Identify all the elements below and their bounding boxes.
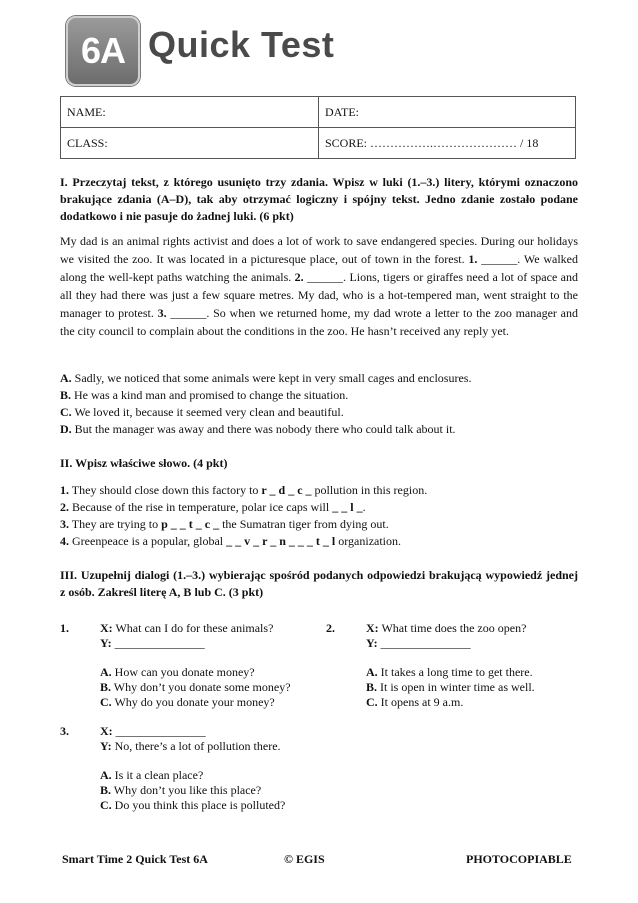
dialog-option-a[interactable] — [366, 665, 586, 680]
dialog-line-x — [100, 724, 340, 739]
option-letter: C. — [100, 695, 112, 709]
dialog-option-b[interactable] — [100, 680, 320, 695]
option-letter: B. — [366, 680, 378, 694]
dialog-option-a[interactable] — [100, 665, 320, 680]
footer-photocopiable: PHOTOCOPIABLE — [466, 852, 572, 866]
text-part-a: My dad is an animal rights activist and does a lot of work to save endangered species. During our holidays we visited the zoo. It was located in a picturesque place, out of town in the forest. — [60, 234, 578, 266]
badge-label: 6A — [80, 30, 126, 71]
answer-blank[interactable]: _______________ — [377, 636, 471, 650]
option-letter: C. — [60, 405, 72, 419]
answer-blank[interactable]: _______________ — [112, 724, 206, 738]
option-text: But the manager was away and there was nobody there who could talk about it. — [71, 422, 456, 436]
option-letter: D. — [60, 422, 72, 436]
gap-3-number: 3. — [157, 306, 167, 320]
word-blank[interactable]: p _ _ t _ c _ — [161, 517, 220, 531]
section1-options — [60, 370, 578, 438]
option-letter: A. — [100, 665, 112, 679]
test-badge — [66, 16, 140, 86]
dialog-text: What time does the zoo open? — [378, 621, 527, 635]
item-number: 2. — [60, 500, 69, 514]
item-text: . — [362, 500, 366, 514]
item-number: 1. — [60, 483, 69, 497]
dialog-option-b[interactable] — [366, 680, 586, 695]
option-text: We loved it, because it seemed very clean and beautiful. — [71, 405, 344, 419]
word-item-3 — [60, 516, 578, 533]
dialog-line-y — [366, 636, 586, 651]
dialog-text: What can I do for these animals? — [112, 621, 274, 635]
text-part-d[interactable]: ______. So when we returned home, my dad wrote a letter to the zoo manager and the city council to complain about the conditions in the zoo. He hasn’t received any reply yet. — [60, 306, 578, 338]
dialog-option-c[interactable] — [100, 798, 340, 813]
speaker-label: Y: — [366, 636, 378, 650]
item-number: 4. — [60, 534, 69, 548]
dialog-line-y — [100, 739, 340, 754]
option-text: It is open in winter time as well. — [377, 680, 535, 694]
student-info-table — [60, 96, 576, 159]
item-text: the Sumatran tiger from dying out. — [219, 517, 389, 531]
name-field[interactable]: NAME: — [61, 97, 319, 128]
option-letter: C. — [366, 695, 378, 709]
item-text: They are trying to — [69, 517, 162, 531]
dialog-line-x — [100, 621, 320, 636]
item-text: Greenpeace is a popular, global — [69, 534, 227, 548]
word-blank[interactable]: r _ d _ c _ — [261, 483, 312, 497]
dialog-line-x — [366, 621, 586, 636]
option-letter: B. — [100, 680, 112, 694]
option-d — [60, 421, 578, 438]
word-item-2 — [60, 499, 578, 516]
option-letter: A. — [366, 665, 378, 679]
option-letter: B. — [100, 783, 112, 797]
section2-items — [60, 482, 578, 550]
section3-instruction: III. Uzupełnij dialogi (1.–3.) wybierając spośród podanych odpowiedzi brakującą wypowiedź jednej z osób. Zakreśl literę A, B lub C. (3 pkt) — [60, 568, 578, 599]
item-text: They should close down this factory to — [69, 483, 262, 497]
option-text: Sadly, we noticed that some animals were kept in very small cages and enclosures. — [71, 371, 472, 385]
word-blank[interactable]: _ _ v _ r _ n _ _ _ t _ l — [226, 534, 336, 548]
word-item-4 — [60, 533, 578, 550]
option-text: Why don’t you donate some money? — [111, 680, 291, 694]
option-text: It opens at 9 a.m. — [377, 695, 464, 709]
option-a — [60, 370, 578, 387]
option-text: Why don’t you like this place? — [111, 783, 262, 797]
speaker-label: X: — [366, 621, 379, 635]
option-c — [60, 404, 578, 421]
word-blank[interactable]: _ _ l _ — [332, 500, 363, 514]
speaker-label: Y: — [100, 636, 112, 650]
dialog-option-c[interactable] — [366, 695, 586, 710]
dialog-line-y — [100, 636, 320, 651]
dialog-option-b[interactable] — [100, 783, 340, 798]
option-letter: B. — [60, 388, 72, 402]
dialog-number: 1. — [60, 621, 69, 635]
dialog-2 — [326, 621, 586, 716]
option-letter: A. — [100, 768, 112, 782]
speaker-label: Y: — [100, 739, 112, 753]
text-part-b[interactable]: ______. We walked along the well-kept paths watching the animals. — [60, 252, 578, 284]
option-text: He was a kind man and promised to change the situation. — [71, 388, 349, 402]
gap-2-number: 2. — [294, 270, 304, 284]
option-text: Do you think this place is polluted? — [111, 798, 286, 812]
section1-instruction: I. Przeczytaj tekst, z którego usunięto trzy zdania. Wpisz w luki (1.–3.) litery, którymi oznaczono brakujące zdania (A–D), tak aby otrzymać logiczny i spójny tekst. Jedno zdanie zostało podane dodatkowo i nie pasuje do żadnej luki. (6 pkt) — [60, 175, 578, 223]
class-field[interactable]: CLASS: — [61, 128, 319, 159]
gap-1-number: 1. — [468, 252, 478, 266]
dialog-number: 2. — [326, 621, 335, 635]
option-b — [60, 387, 578, 404]
dialog-option-c[interactable] — [100, 695, 320, 710]
dialog-3 — [60, 724, 340, 819]
option-letter: A. — [60, 371, 72, 385]
item-text: Because of the rise in temperature, polar ice caps will — [69, 500, 333, 514]
dialog-1 — [60, 621, 330, 716]
section2-instruction: II. Wpisz właściwe słowo. (4 pkt) — [60, 456, 228, 470]
speaker-label: X: — [100, 724, 113, 738]
option-text: Why do you donate your money? — [111, 695, 275, 709]
dialog-number: 3. — [60, 724, 69, 738]
page-title: Quick Test — [148, 24, 335, 65]
date-field[interactable]: DATE: — [319, 97, 576, 128]
word-item-1 — [60, 482, 578, 499]
option-text: It takes a long time to get there. — [377, 665, 533, 679]
footer-copyright: © EGIS — [284, 852, 325, 866]
footer-title: Smart Time 2 Quick Test 6A — [62, 852, 208, 866]
item-text: pollution in this region. — [311, 483, 428, 497]
section1-reading-text — [60, 232, 578, 340]
item-text: organization. — [335, 534, 402, 548]
speaker-label: X: — [100, 621, 113, 635]
item-number: 3. — [60, 517, 69, 531]
dialog-text: No, there’s a lot of pollution there. — [111, 739, 281, 753]
score-field[interactable]: SCORE: …………….………………… / 18 — [319, 128, 576, 159]
answer-blank[interactable]: _______________ — [111, 636, 205, 650]
option-text: Is it a clean place? — [111, 768, 204, 782]
text-part-c[interactable]: ______. Lions, tigers or giraffes need a lot of space and all they had there was just a few square metres. My dad, who is a hot-tempered man, went straight to the manager to protest. — [60, 270, 578, 320]
dialog-option-a[interactable] — [100, 768, 340, 783]
option-letter: C. — [100, 798, 112, 812]
option-text: How can you donate money? — [111, 665, 255, 679]
